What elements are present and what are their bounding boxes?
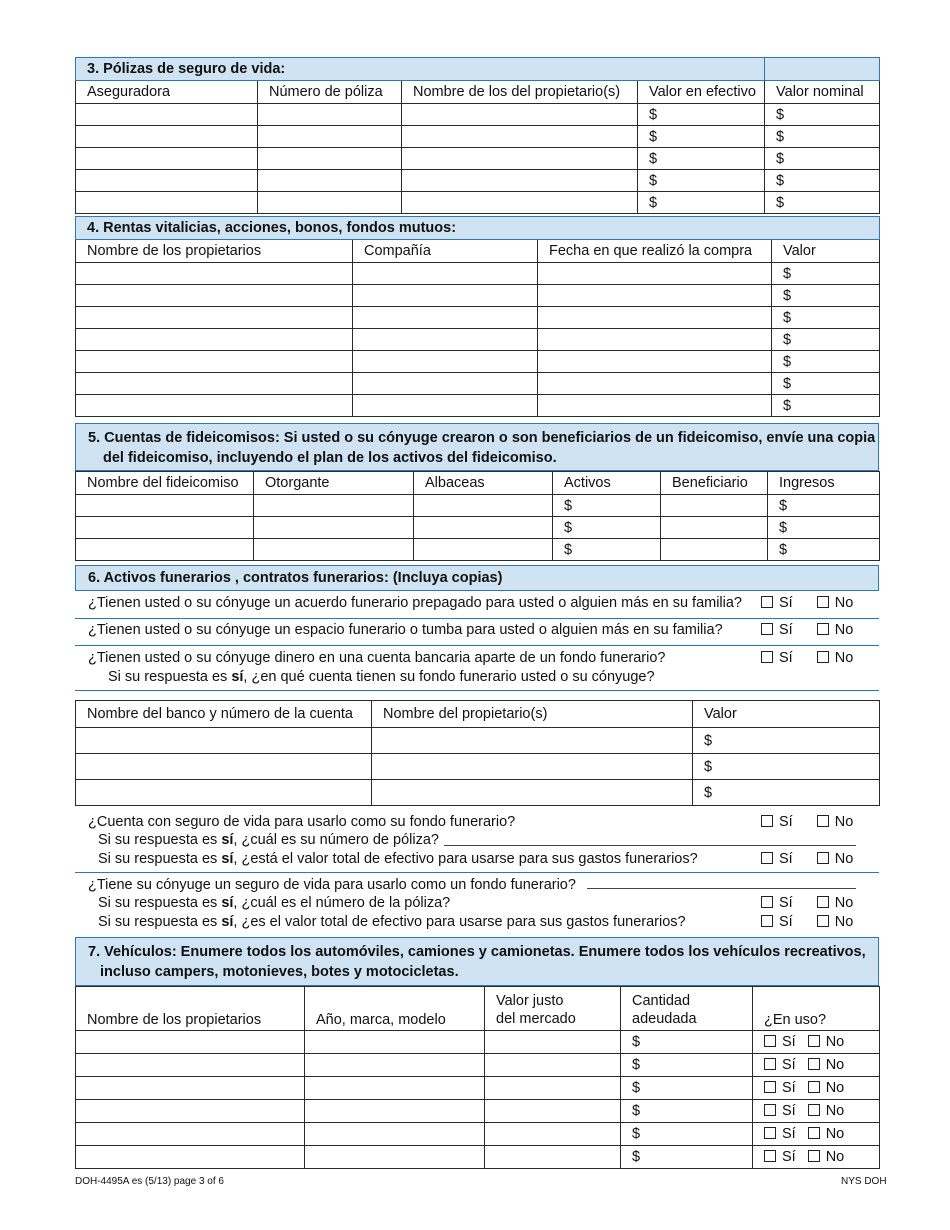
yes-no-life-insurance <box>761 814 853 830</box>
table-row <box>76 517 880 539</box>
dollar-sign: $ <box>783 397 792 414</box>
dollar-sign: $ <box>649 150 658 167</box>
table-row <box>76 728 880 754</box>
input-cell[interactable] <box>372 728 693 754</box>
table-row <box>76 373 880 395</box>
dollar-sign: $ <box>564 519 573 536</box>
dollar-sign: $ <box>776 106 785 123</box>
yes-label: Sí <box>782 1034 796 1050</box>
section-4-annuities <box>75 216 879 417</box>
no-label: No <box>834 914 854 930</box>
no-label: No <box>825 1034 845 1050</box>
divider <box>75 645 879 646</box>
input-cell[interactable] <box>538 373 772 395</box>
table-row <box>76 192 880 214</box>
input-cell[interactable] <box>753 1100 880 1123</box>
col-header-market-value: Valor justo del mercado <box>485 987 621 1031</box>
yes-label: Sí <box>779 851 793 867</box>
form-id: DOH-4495A es (5/13) page 3 of 6 <box>75 1176 224 1187</box>
input-cell[interactable] <box>76 1054 305 1077</box>
input-cell[interactable] <box>661 495 768 517</box>
policy-number-field[interactable] <box>444 845 856 846</box>
yes-checkbox[interactable] <box>761 815 773 827</box>
subquestion-spouse-cash-value: Si su respuesta es sí, ¿es el valor total de efectivo para usarse para sus gastos funerarios? <box>98 914 686 930</box>
input-cell[interactable] <box>661 539 768 561</box>
input-cell[interactable] <box>76 1077 305 1100</box>
input-cell[interactable] <box>753 1031 880 1054</box>
dollar-sign: $ <box>783 375 792 392</box>
col-header-amount-owed: Cantidad adeudada <box>621 987 753 1031</box>
input-cell[interactable] <box>76 539 254 561</box>
yes-label: Sí <box>782 1126 796 1142</box>
input-cell[interactable] <box>76 1146 305 1169</box>
col-header: Fecha en que realizó la compra <box>538 240 772 263</box>
col-header: Nombre del propietario(s) <box>372 701 693 728</box>
input-cell[interactable] <box>485 1123 621 1146</box>
yes-label: Sí <box>782 1080 796 1096</box>
col-header: Valor <box>772 240 880 263</box>
yes-label: Sí <box>779 895 793 911</box>
no-checkbox[interactable] <box>817 815 829 827</box>
yes-checkbox[interactable] <box>761 651 773 663</box>
dollar-sign: $ <box>783 287 792 304</box>
input-cell[interactable] <box>258 170 402 192</box>
input-cell[interactable] <box>638 148 765 170</box>
yes-checkbox[interactable] <box>761 852 773 864</box>
col-header-in-use: ¿En uso? <box>753 987 880 1031</box>
input-cell[interactable] <box>538 351 772 373</box>
yes-checkbox[interactable] <box>764 1035 776 1047</box>
section-7-vehicles-table <box>75 986 879 1169</box>
no-checkbox[interactable] <box>817 651 829 663</box>
input-cell[interactable] <box>538 395 772 417</box>
col-header: Ingresos <box>768 472 880 495</box>
yes-no-spouse-policy <box>761 895 853 911</box>
col-header: Nombre de los del propietario(s) <box>402 81 638 104</box>
spouse-insurance-field[interactable] <box>587 888 856 889</box>
input-cell[interactable] <box>258 126 402 148</box>
dollar-sign: $ <box>649 194 658 211</box>
yes-checkbox[interactable] <box>764 1058 776 1070</box>
dollar-sign: $ <box>649 172 658 189</box>
dollar-sign: $ <box>649 128 658 145</box>
yes-checkbox[interactable] <box>764 1127 776 1139</box>
input-cell[interactable] <box>753 1146 880 1169</box>
input-cell[interactable] <box>485 1054 621 1077</box>
input-cell[interactable] <box>765 192 880 214</box>
input-cell[interactable] <box>402 104 638 126</box>
yes-label: Sí <box>779 814 793 830</box>
input-cell[interactable] <box>621 1100 753 1123</box>
yes-checkbox[interactable] <box>764 1104 776 1116</box>
table-row <box>76 285 880 307</box>
dollar-sign: $ <box>632 1034 641 1050</box>
question-spouse-life-insurance: ¿Tiene su cónyuge un seguro de vida para usarlo como un fondo funerario? <box>88 877 576 893</box>
no-label: No <box>834 595 854 611</box>
no-label: No <box>834 814 854 830</box>
input-cell[interactable] <box>76 329 353 351</box>
input-cell[interactable] <box>402 126 638 148</box>
yes-checkbox[interactable] <box>761 596 773 608</box>
input-cell[interactable] <box>772 307 880 329</box>
input-cell[interactable] <box>76 780 372 806</box>
table-row <box>76 1031 880 1054</box>
input-cell[interactable] <box>353 351 538 373</box>
input-cell[interactable] <box>772 329 880 351</box>
col-header: Nombre de los propietarios <box>76 240 353 263</box>
col-header: Número de póliza <box>258 81 402 104</box>
col-header: Beneficiario <box>661 472 768 495</box>
input-cell[interactable] <box>768 539 880 561</box>
input-cell[interactable] <box>414 539 553 561</box>
dollar-sign: $ <box>783 331 792 348</box>
table-row <box>76 1100 880 1123</box>
input-cell[interactable] <box>76 728 372 754</box>
yes-label: Sí <box>779 914 793 930</box>
dollar-sign: $ <box>564 541 573 558</box>
input-cell[interactable] <box>661 517 768 539</box>
dollar-sign: $ <box>783 309 792 326</box>
input-cell[interactable] <box>753 1123 880 1146</box>
col-header: Nombre del banco y número de la cuenta <box>76 701 372 728</box>
section-4-title: 4. Rentas vitalicias, acciones, bonos, fondos mutuos: <box>76 217 880 240</box>
input-cell[interactable] <box>76 104 258 126</box>
dollar-sign: $ <box>779 519 788 536</box>
input-cell[interactable] <box>485 1077 621 1100</box>
no-checkbox[interactable] <box>808 1081 820 1093</box>
input-cell[interactable] <box>638 126 765 148</box>
col-header-owners: Nombre de los propietarios <box>76 987 305 1031</box>
table-row <box>76 780 880 806</box>
table-row <box>76 148 880 170</box>
yes-label: Sí <box>779 650 793 666</box>
col-header-year-make-model: Año, marca, modelo <box>305 987 485 1031</box>
no-label: No <box>825 1057 845 1073</box>
dollar-sign: $ <box>776 128 785 145</box>
input-cell[interactable] <box>414 517 553 539</box>
table-row <box>76 329 880 351</box>
input-cell[interactable] <box>553 539 661 561</box>
input-cell[interactable] <box>621 1054 753 1077</box>
dollar-sign: $ <box>632 1149 641 1165</box>
table-row <box>76 351 880 373</box>
input-cell[interactable] <box>76 373 353 395</box>
input-cell[interactable] <box>485 1100 621 1123</box>
dollar-sign: $ <box>783 353 792 370</box>
subquestion-spouse-policy: Si su respuesta es sí, ¿cuál es el número de la póliza? <box>98 895 451 911</box>
input-cell[interactable] <box>693 754 880 780</box>
input-cell[interactable] <box>693 780 880 806</box>
input-cell[interactable] <box>353 395 538 417</box>
question-burial-space: ¿Tienen usted o su cónyuge un espacio funerario o tumba para usted o alguien más en su familia? <box>88 622 723 638</box>
table-row <box>76 1054 880 1077</box>
yes-no-bank-fund <box>761 650 853 666</box>
input-cell[interactable] <box>76 285 353 307</box>
table-row <box>76 495 880 517</box>
col-header: Aseguradora <box>76 81 258 104</box>
input-cell[interactable] <box>621 1031 753 1054</box>
table-row <box>76 1123 880 1146</box>
input-cell[interactable] <box>258 192 402 214</box>
input-cell[interactable] <box>254 495 414 517</box>
input-cell[interactable] <box>768 495 880 517</box>
input-cell[interactable] <box>353 285 538 307</box>
input-cell[interactable] <box>485 1031 621 1054</box>
input-cell[interactable] <box>305 1031 485 1054</box>
no-checkbox[interactable] <box>817 915 829 927</box>
dollar-sign: $ <box>779 497 788 514</box>
question-life-insurance-funeral: ¿Cuenta con seguro de vida para usarlo como su fondo funerario? <box>88 814 516 830</box>
input-cell[interactable] <box>372 754 693 780</box>
dollar-sign: $ <box>704 732 713 749</box>
section-5-title-line2: del fideicomiso, incluyendo el plan de los activos del fideicomiso. <box>103 450 557 466</box>
no-label: No <box>825 1080 845 1096</box>
dollar-sign: $ <box>632 1057 641 1073</box>
input-cell[interactable] <box>553 517 661 539</box>
yes-checkbox[interactable] <box>764 1150 776 1162</box>
dollar-sign: $ <box>776 194 785 211</box>
input-cell[interactable] <box>772 285 880 307</box>
input-cell[interactable] <box>693 728 880 754</box>
input-cell[interactable] <box>538 329 772 351</box>
dollar-sign: $ <box>632 1126 641 1142</box>
input-cell[interactable] <box>772 395 880 417</box>
col-header: Otorgante <box>254 472 414 495</box>
no-checkbox[interactable] <box>808 1104 820 1116</box>
no-checkbox[interactable] <box>808 1035 820 1047</box>
input-cell[interactable] <box>765 104 880 126</box>
no-checkbox[interactable] <box>808 1058 820 1070</box>
input-cell[interactable] <box>538 285 772 307</box>
subquestion-policy-number: Si su respuesta es sí, ¿cuál es su número de póliza? <box>98 832 439 848</box>
section-7-title-line2: incluso campers, motonieves, botes y motocicletas. <box>100 964 459 980</box>
funeral-bank-accounts-table <box>75 700 879 806</box>
section-5-title-line1: 5. Cuentas de fideicomisos: Si usted o su cónyuge crearon o son beneficiarios de un fideicomiso, envíe una copia <box>88 430 876 446</box>
table-row <box>76 307 880 329</box>
yes-checkbox[interactable] <box>761 896 773 908</box>
dollar-sign: $ <box>783 265 792 282</box>
section-5-title <box>75 423 879 471</box>
divider <box>75 872 879 873</box>
subquestion-bank-account: Si su respuesta es sí, ¿en qué cuenta tienen su fondo funerario usted o su cónyuge? <box>108 669 655 685</box>
col-header: Nombre del fideicomiso <box>76 472 254 495</box>
dollar-sign: $ <box>564 497 573 514</box>
input-cell[interactable] <box>753 1077 880 1100</box>
dollar-sign: $ <box>776 150 785 167</box>
no-label: No <box>834 895 854 911</box>
input-cell[interactable] <box>254 517 414 539</box>
yes-no-burial <box>761 622 853 638</box>
table-row <box>76 104 880 126</box>
no-label: No <box>834 650 854 666</box>
section-6-title: 6. Activos funerarios , contratos funerarios: (Incluya copias) <box>75 565 879 591</box>
no-label: No <box>834 622 854 638</box>
yes-label: Sí <box>782 1103 796 1119</box>
col-header: Valor en efectivo <box>638 81 765 104</box>
table-row <box>76 539 880 561</box>
no-checkbox[interactable] <box>808 1150 820 1162</box>
table-row <box>76 1146 880 1169</box>
yes-checkbox[interactable] <box>761 915 773 927</box>
input-cell[interactable] <box>76 754 372 780</box>
no-checkbox[interactable] <box>817 596 829 608</box>
table-row <box>76 263 880 285</box>
input-cell[interactable] <box>76 1031 305 1054</box>
input-cell[interactable] <box>538 307 772 329</box>
subquestion-cash-value: Si su respuesta es sí, ¿está el valor total de efectivo para usarse para sus gastos funerarios? <box>98 851 698 867</box>
no-label: No <box>825 1149 845 1165</box>
yes-label: Sí <box>779 622 793 638</box>
section-3-title: 3. Pólizas de seguro de vida: <box>76 58 765 81</box>
input-cell[interactable] <box>621 1146 753 1169</box>
input-cell[interactable] <box>305 1077 485 1100</box>
input-cell[interactable] <box>305 1100 485 1123</box>
yes-label: Sí <box>779 595 793 611</box>
table-row <box>76 1077 880 1100</box>
input-cell[interactable] <box>772 351 880 373</box>
input-cell[interactable] <box>638 170 765 192</box>
input-cell[interactable] <box>76 495 254 517</box>
input-cell[interactable] <box>353 329 538 351</box>
input-cell[interactable] <box>76 517 254 539</box>
input-cell[interactable] <box>305 1146 485 1169</box>
no-checkbox[interactable] <box>817 852 829 864</box>
input-cell[interactable] <box>76 192 258 214</box>
input-cell[interactable] <box>414 495 553 517</box>
yes-no-spouse-cash <box>761 914 853 930</box>
dollar-sign: $ <box>704 758 713 775</box>
col-header: Activos <box>553 472 661 495</box>
input-cell[interactable] <box>76 126 258 148</box>
input-cell[interactable] <box>638 104 765 126</box>
no-checkbox[interactable] <box>808 1127 820 1139</box>
table-row <box>76 126 880 148</box>
input-cell[interactable] <box>402 170 638 192</box>
yes-label: Sí <box>782 1149 796 1165</box>
yes-checkbox[interactable] <box>764 1081 776 1093</box>
agency-name: NYS DOH <box>841 1176 887 1187</box>
input-cell[interactable] <box>305 1054 485 1077</box>
divider <box>75 618 879 619</box>
col-header: Albaceas <box>414 472 553 495</box>
input-cell[interactable] <box>353 263 538 285</box>
no-checkbox[interactable] <box>817 623 829 635</box>
input-cell[interactable] <box>768 517 880 539</box>
input-cell[interactable] <box>402 148 638 170</box>
input-cell[interactable] <box>402 192 638 214</box>
input-cell[interactable] <box>485 1146 621 1169</box>
col-header: Compañía <box>353 240 538 263</box>
input-cell[interactable] <box>353 373 538 395</box>
input-cell[interactable] <box>258 148 402 170</box>
input-cell[interactable] <box>765 148 880 170</box>
section-7-title <box>75 937 879 986</box>
input-cell[interactable] <box>772 263 880 285</box>
input-cell[interactable] <box>76 170 258 192</box>
input-cell[interactable] <box>638 192 765 214</box>
input-cell[interactable] <box>772 373 880 395</box>
dollar-sign: $ <box>704 784 713 801</box>
input-cell[interactable] <box>258 104 402 126</box>
input-cell[interactable] <box>76 148 258 170</box>
input-cell[interactable] <box>372 780 693 806</box>
section-7-title-line1: 7. Vehículos: Enumere todos los automóviles, camiones y camionetas. Enumere todos los vehículos recreativos, <box>88 944 866 960</box>
dollar-sign: $ <box>632 1080 641 1096</box>
input-cell[interactable] <box>621 1123 753 1146</box>
divider <box>75 690 879 691</box>
col-header: Valor <box>693 701 880 728</box>
no-label: No <box>825 1103 845 1119</box>
yes-no-cash-value <box>761 851 853 867</box>
table-row <box>76 395 880 417</box>
input-cell[interactable] <box>538 263 772 285</box>
dollar-sign: $ <box>779 541 788 558</box>
input-cell[interactable] <box>76 1123 305 1146</box>
input-cell[interactable] <box>765 170 880 192</box>
input-cell[interactable] <box>76 263 353 285</box>
question-bank-funeral-fund: ¿Tienen usted o su cónyuge dinero en una cuenta bancaria aparte de un fondo funerario? <box>88 650 666 666</box>
no-label: No <box>834 851 854 867</box>
table-row <box>76 754 880 780</box>
yes-checkbox[interactable] <box>761 623 773 635</box>
dollar-sign: $ <box>632 1103 641 1119</box>
section-3-life-insurance <box>75 57 879 214</box>
input-cell[interactable] <box>76 1100 305 1123</box>
yes-label: Sí <box>782 1057 796 1073</box>
question-prepaid-funeral: ¿Tienen usted o su cónyuge un acuerdo funerario prepagado para usted o alguien más en su familia? <box>88 595 743 611</box>
input-cell[interactable] <box>765 126 880 148</box>
input-cell[interactable] <box>76 307 353 329</box>
no-label: No <box>825 1126 845 1142</box>
input-cell[interactable] <box>76 395 353 417</box>
table-row <box>76 170 880 192</box>
input-cell[interactable] <box>353 307 538 329</box>
input-cell[interactable] <box>553 495 661 517</box>
input-cell[interactable] <box>76 351 353 373</box>
col-header: Valor nominal <box>765 81 880 104</box>
input-cell[interactable] <box>305 1123 485 1146</box>
no-checkbox[interactable] <box>817 896 829 908</box>
section-5-trust-accounts <box>75 471 879 561</box>
dollar-sign: $ <box>776 172 785 189</box>
dollar-sign: $ <box>649 106 658 123</box>
input-cell[interactable] <box>753 1054 880 1077</box>
input-cell[interactable] <box>254 539 414 561</box>
input-cell[interactable] <box>621 1077 753 1100</box>
yes-no-prepaid <box>761 595 853 611</box>
